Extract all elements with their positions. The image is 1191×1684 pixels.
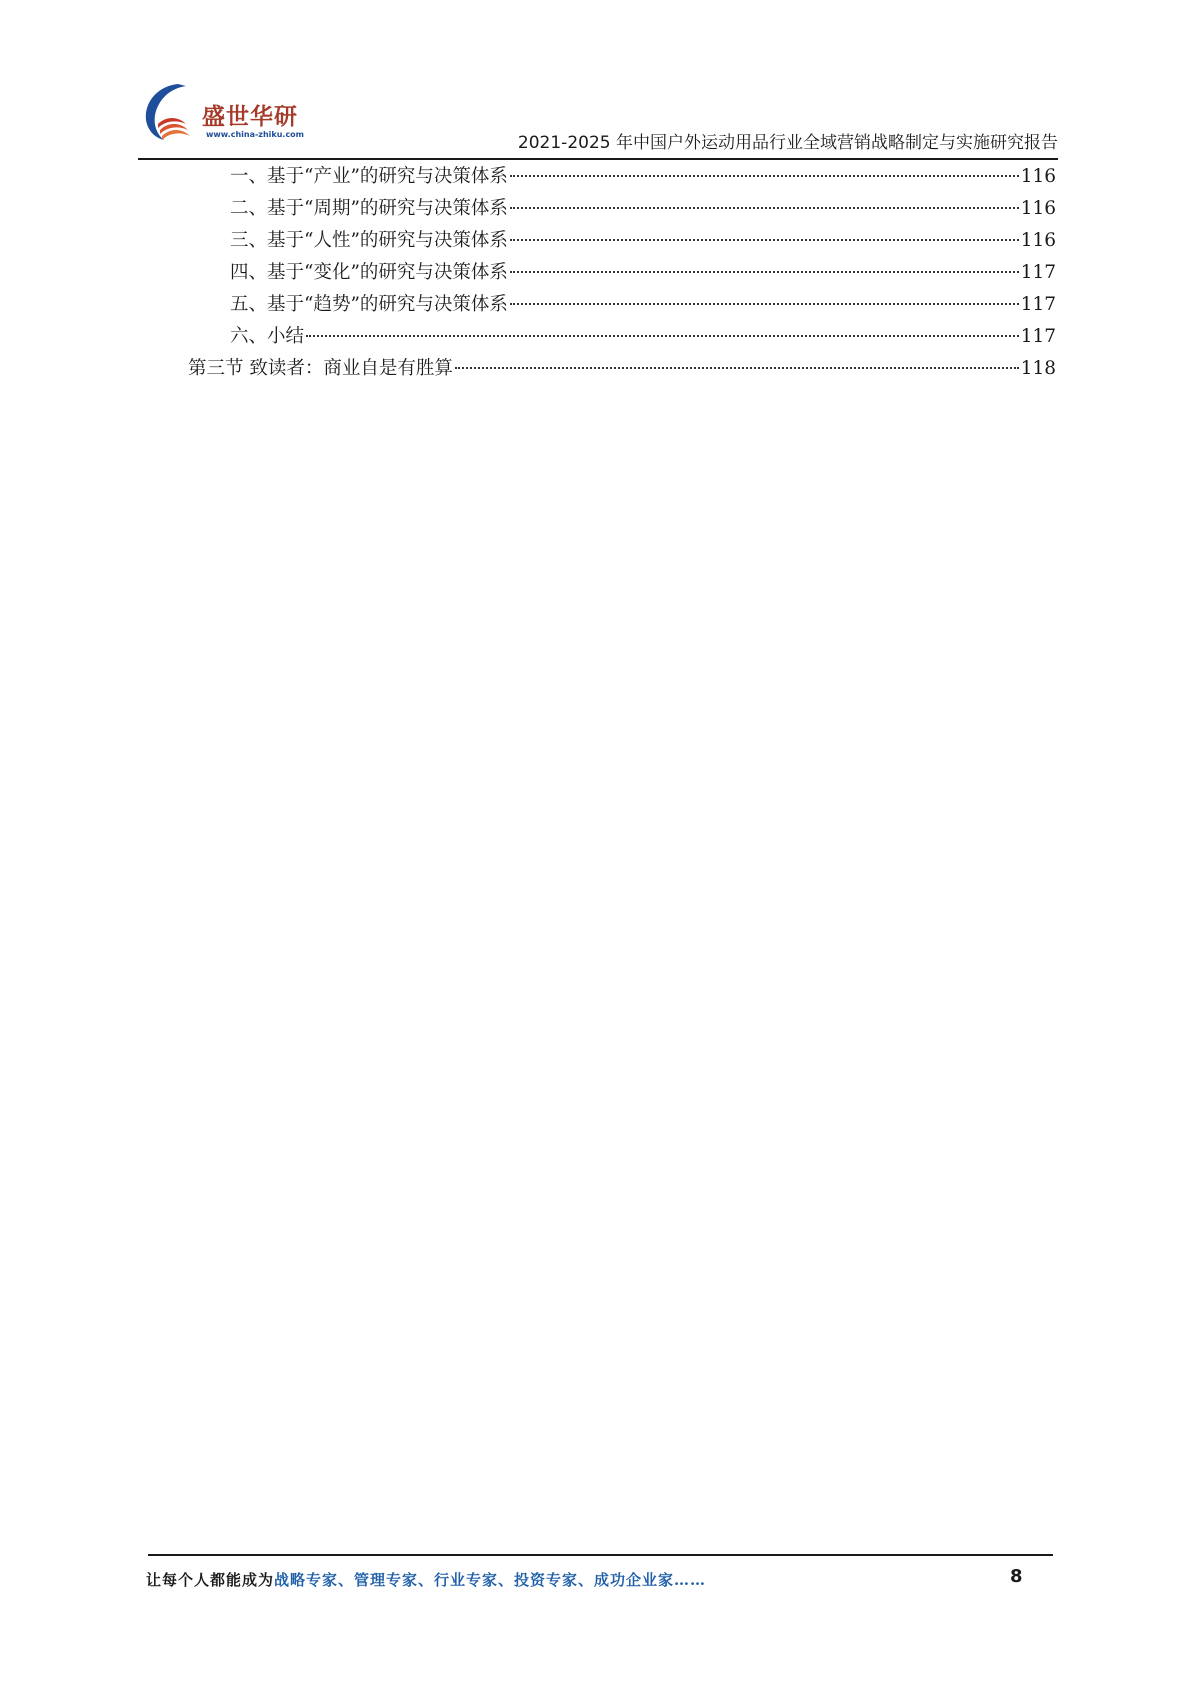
toc-leader-dots <box>510 271 1019 273</box>
toc-entry-title: 一、基于“产业”的研究与决策体系 <box>230 166 508 187</box>
toc-entry[interactable] <box>230 162 1056 192</box>
footer-slogan-prefix: 让每个人都能成为 <box>146 1571 275 1589</box>
toc-entry-page: 117 <box>1020 294 1056 315</box>
logo-url: www.china-zhiku.com <box>206 130 305 139</box>
toc-leader-dots <box>455 367 1019 369</box>
toc-leader-dots <box>510 175 1019 177</box>
toc-entry-page: 117 <box>1020 326 1056 347</box>
page-header <box>138 80 1058 158</box>
toc-leader-dots <box>510 303 1019 305</box>
toc-entry-title: 第三节 致读者：商业自是有胜算 <box>188 358 453 379</box>
page-number: 8 <box>1010 1566 1023 1587</box>
toc-entry-title: 三、基于“人性”的研究与决策体系 <box>230 230 508 251</box>
toc-entry-page: 118 <box>1020 358 1056 379</box>
logo-name: 盛世华研 <box>202 104 298 130</box>
logo-emblem-icon <box>138 80 208 150</box>
report-title: 2021-2025 年中国户外运动用品行业全域营销战略制定与实施研究报告 <box>517 133 1058 153</box>
toc-leader-dots <box>510 207 1019 209</box>
toc-entry[interactable] <box>230 226 1056 256</box>
footer-divider <box>148 1554 1053 1556</box>
toc-entry[interactable] <box>230 258 1056 288</box>
toc-entry-page: 116 <box>1020 166 1056 187</box>
toc-entry[interactable] <box>188 354 1056 384</box>
company-logo <box>138 80 328 150</box>
toc-leader-dots <box>510 239 1019 241</box>
footer-slogan <box>146 1569 706 1590</box>
toc-entry-title: 二、基于“周期”的研究与决策体系 <box>230 198 508 219</box>
toc-entry[interactable] <box>230 322 1056 352</box>
toc-entry-title: 六、小结 <box>230 326 305 347</box>
toc-entry-page: 117 <box>1020 262 1056 283</box>
header-divider <box>138 158 1058 160</box>
toc-entry-page: 116 <box>1020 198 1056 219</box>
toc-entry-title: 四、基于“变化”的研究与决策体系 <box>230 262 508 283</box>
toc-entry-title: 五、基于“趋势”的研究与决策体系 <box>230 294 508 315</box>
toc-entry-page: 116 <box>1020 230 1056 251</box>
toc-entry[interactable] <box>230 194 1056 224</box>
footer-slogan-highlight: 战略专家、管理专家、行业专家、投资专家、成功企业家…… <box>274 1571 707 1589</box>
toc-entry[interactable] <box>230 290 1056 320</box>
toc-leader-dots <box>306 335 1019 337</box>
